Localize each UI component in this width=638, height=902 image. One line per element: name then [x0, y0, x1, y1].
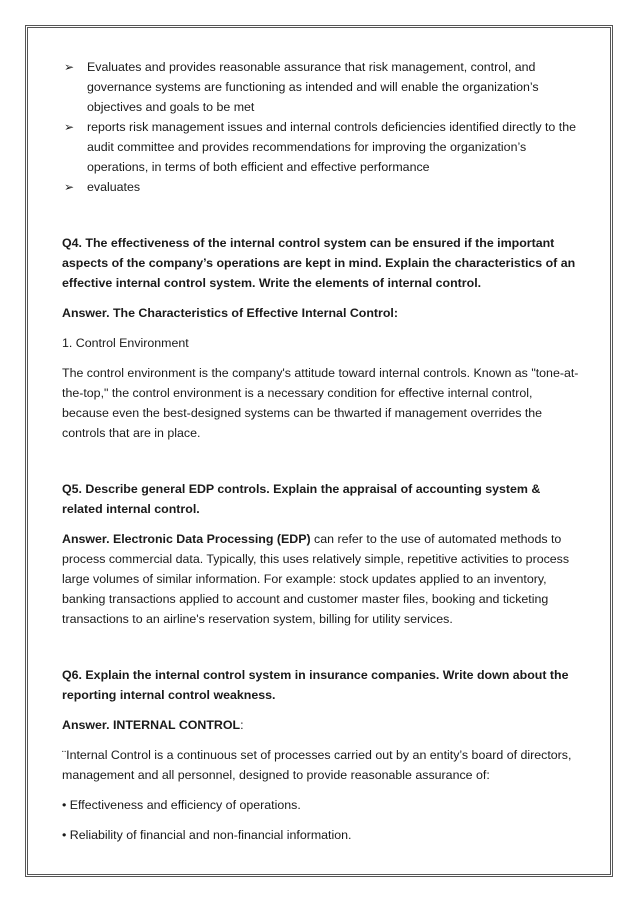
arrow-bullet-icon: ➢ [64, 180, 75, 194]
question-q6: Q6. Explain the internal control system in insurance companies. Write down about the reporting internal control weakness. [62, 668, 569, 702]
list-item: • Reliability of financial and non-financial information. [62, 828, 352, 842]
document-body [62, 57, 582, 845]
answer-heading-q6: Answer. INTERNAL CONTROL: [62, 718, 244, 732]
list-item-control-environment: 1. Control Environment [62, 336, 189, 350]
list-item: ➢ reports risk management issues and internal controls deficiencies identified directly to the audit committee and provides recommendations for improving the organization’s operations, in terms of both efficient and effective performance [62, 117, 582, 177]
answer-q5 [62, 529, 582, 629]
bullet-list [62, 57, 582, 197]
arrow-bullet-icon: ➢ [64, 60, 75, 74]
answer-label-q5: Answer. Electronic Data Processing (EDP) [62, 532, 311, 546]
answer-text-q5: can refer to the use of automated methods to process commercial data. Typically, this uses relatively simple, repetitive activities to process large volumes of similar information. For example: stock updates applied to an inventory, banking transactions applied to account and customer master files, booking and ticketing transactions to an airline's reservation system, billing for utility services. [62, 532, 570, 626]
paragraph-control-environment: The control environment is the company's attitude toward internal controls. Known as "tone-at-the-top," the control environment is a necessary condition for effective internal control, because even the best-designed systems can be thwarted if management overrides the controls that are in place. [62, 366, 579, 440]
question-q4: Q4. The effectiveness of the internal control system can be ensured if the important aspects of the company’s operations are kept in mind. Explain the characteristics of an effective internal control system. Write the elements of internal control. [62, 236, 576, 290]
list-item: • Effectiveness and efficiency of operations. [62, 798, 301, 812]
list-item: ➢ Evaluates and provides reasonable assurance that risk management, control, and governance systems are functioning as intended and will enable the organization’s objectives and goals to be met [62, 57, 582, 117]
arrow-bullet-icon: ➢ [64, 120, 75, 134]
question-q5: Q5. Describe general EDP controls. Explain the appraisal of accounting system & related internal control. [62, 482, 541, 516]
list-item: ➢ evaluates [62, 177, 582, 197]
answer-heading-q4: Answer. The Characteristics of Effective Internal Control: [62, 306, 399, 320]
paragraph-internal-control: ¨Internal Control is a continuous set of processes carried out by an entity’s board of directors, management and all personnel, designed to provide reasonable assurance of: [62, 748, 572, 782]
answer-label-q6: Answer. INTERNAL CONTROL [62, 718, 241, 732]
